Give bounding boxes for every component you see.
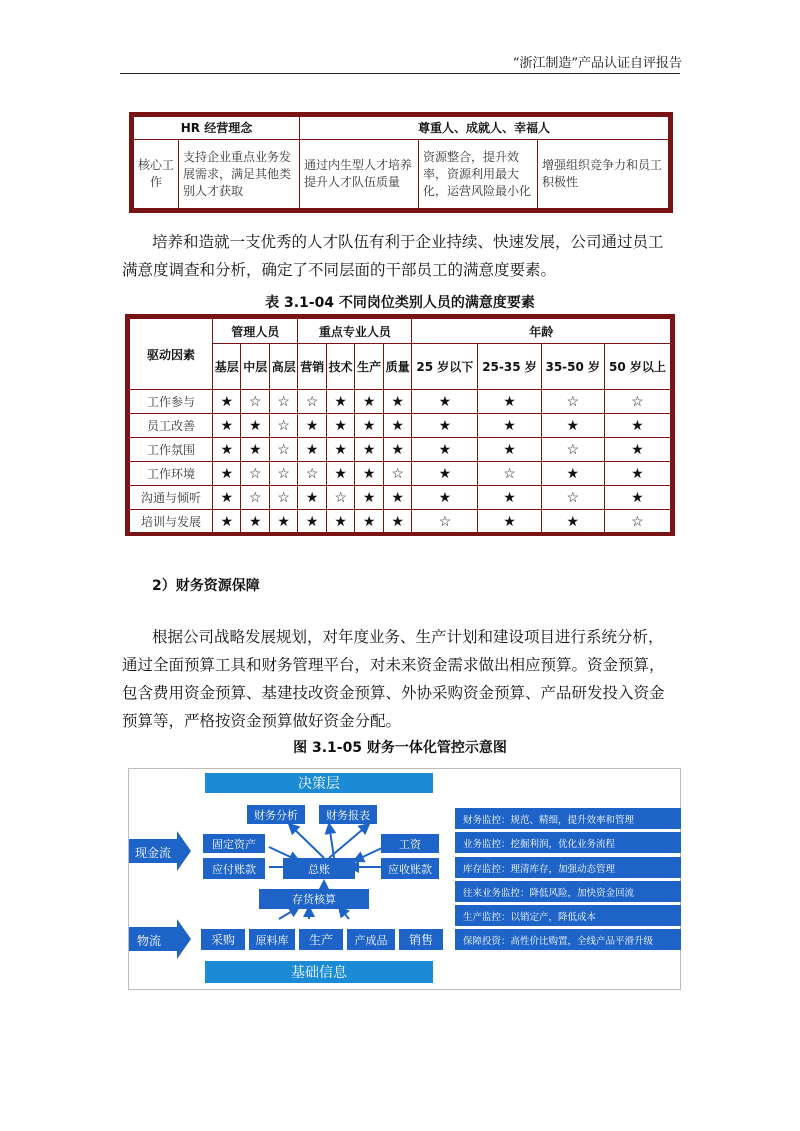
table1-cell: 增强组织竞争力和员工积极性 (538, 140, 669, 209)
column-header: 生产 (355, 344, 383, 390)
filled-star-icon: ★ (604, 414, 670, 438)
flow-item-finished-goods: 产成品 (347, 929, 395, 950)
filled-star-icon: ★ (213, 486, 241, 510)
filled-star-icon: ★ (541, 462, 604, 486)
running-header: “浙江制造”产品认证自评报告 (512, 56, 682, 71)
empty-star-icon: ☆ (478, 462, 541, 486)
row-label: 员工改善 (130, 414, 213, 438)
receivable-box: 应收账款 (381, 858, 439, 879)
empty-star-icon: ☆ (241, 462, 269, 486)
row-label: 培训与发展 (130, 510, 213, 534)
filled-star-icon: ★ (604, 438, 670, 462)
filled-star-icon: ★ (213, 414, 241, 438)
filled-star-icon: ★ (412, 438, 478, 462)
filled-star-icon: ★ (213, 462, 241, 486)
filled-star-icon: ★ (326, 390, 354, 414)
filled-star-icon: ★ (412, 486, 478, 510)
empty-star-icon: ☆ (541, 438, 604, 462)
finance-control-diagram (128, 768, 681, 990)
section-heading: 2）财务资源保障 (152, 578, 260, 594)
monitor-item: 财务监控：规范、精细，提升效率和管理 (455, 808, 681, 829)
filled-star-icon: ★ (355, 390, 383, 414)
foundation-info-bar: 基础信息 (205, 961, 433, 983)
filled-star-icon: ★ (355, 438, 383, 462)
financial-analysis-box: 财务分析 (247, 805, 305, 824)
table-row (130, 438, 671, 462)
filled-star-icon: ★ (541, 510, 604, 534)
table-row (130, 462, 671, 486)
filled-star-icon: ★ (412, 390, 478, 414)
empty-star-icon: ☆ (604, 390, 670, 414)
filled-star-icon: ★ (298, 438, 326, 462)
filled-star-icon: ★ (269, 510, 297, 534)
table-row (130, 390, 671, 414)
column-header: 高层 (269, 344, 297, 390)
financial-report-box: 财务报表 (319, 805, 377, 824)
filled-star-icon: ★ (383, 510, 411, 534)
paragraph2-line4: 预算等，严格按资金预算做好资金分配。 (122, 712, 402, 730)
filled-star-icon: ★ (541, 414, 604, 438)
filled-star-icon: ★ (355, 486, 383, 510)
column-header: 25 岁以下 (412, 344, 478, 390)
table2-corner: 驱动因素 (130, 319, 213, 390)
cash-flow-label: 现金流 (135, 846, 172, 860)
paragraph1-line1: 培养和造就一支优秀的人才队伍有利于企业持续、快速发展，公司通过员工 (152, 233, 664, 251)
column-header: 35-50 岁 (541, 344, 604, 390)
table-row (130, 486, 671, 510)
table2-caption: 表 3.1-04 不同岗位类别人员的满意度要素 (265, 295, 535, 311)
empty-star-icon: ☆ (326, 486, 354, 510)
empty-star-icon: ☆ (269, 390, 297, 414)
filled-star-icon: ★ (241, 414, 269, 438)
filled-star-icon: ★ (213, 438, 241, 462)
fixed-assets-box: 固定资产 (203, 834, 265, 853)
filled-star-icon: ★ (326, 462, 354, 486)
monitor-item: 生产监控：以销定产，降低成本 (455, 905, 681, 926)
column-header: 营销 (298, 344, 326, 390)
empty-star-icon: ☆ (298, 390, 326, 414)
group-header: 管理人员 (213, 319, 298, 344)
row-label: 工作参与 (130, 390, 213, 414)
filled-star-icon: ★ (213, 510, 241, 534)
group-header: 重点专业人员 (298, 319, 412, 344)
empty-star-icon: ☆ (383, 462, 411, 486)
empty-star-icon: ☆ (241, 390, 269, 414)
hr-philosophy-table (129, 112, 673, 213)
empty-star-icon: ☆ (541, 390, 604, 414)
flow-item-raw-warehouse: 原料库 (249, 929, 295, 950)
filled-star-icon: ★ (213, 390, 241, 414)
filled-star-icon: ★ (412, 462, 478, 486)
empty-star-icon: ☆ (269, 414, 297, 438)
filled-star-icon: ★ (478, 486, 541, 510)
inventory-accounting-box: 存货核算 (259, 889, 369, 909)
paragraph2-line1: 根据公司战略发展规划，对年度业务、生产计划和建设项目进行系统分析， (152, 628, 664, 646)
table1-header-right: 尊重人、成就人、幸福人 (300, 117, 669, 140)
filled-star-icon: ★ (478, 390, 541, 414)
column-header: 50 岁以上 (604, 344, 670, 390)
column-header: 基层 (213, 344, 241, 390)
row-label: 工作氛围 (130, 438, 213, 462)
filled-star-icon: ★ (478, 414, 541, 438)
general-ledger-box: 总账 (283, 858, 355, 879)
empty-star-icon: ☆ (298, 462, 326, 486)
figure-caption: 图 3.1-05 财务一体化管控示意图 (293, 740, 507, 756)
paragraph1-line2: 满意度调查和分析，确定了不同层面的干部员工的满意度要素。 (122, 261, 557, 279)
empty-star-icon: ☆ (541, 486, 604, 510)
flow-item-sales: 销售 (399, 929, 443, 950)
paragraph2-line3: 包含费用资金预算、基建技改资金预算、外协采购资金预算、产品研发投入资金 (122, 684, 665, 702)
empty-star-icon: ☆ (604, 510, 670, 534)
column-header: 中层 (241, 344, 269, 390)
filled-star-icon: ★ (241, 510, 269, 534)
filled-star-icon: ★ (478, 438, 541, 462)
column-header: 25-35 岁 (478, 344, 541, 390)
empty-star-icon: ☆ (269, 462, 297, 486)
flow-item-purchase: 采购 (201, 929, 245, 950)
paragraph2-line2: 通过全面预算工具和财务管理平台，对未来资金需求做出相应预算。资金预算， (122, 656, 665, 674)
column-header: 质量 (383, 344, 411, 390)
table1-cell: 资源整合，提升效率，资源利用最大化，运营风险最小化 (419, 140, 538, 209)
table1-header-left: HR 经营理念 (134, 117, 300, 140)
filled-star-icon: ★ (478, 510, 541, 534)
empty-star-icon: ☆ (269, 438, 297, 462)
logistics-label: 物流 (137, 934, 162, 948)
row-label: 工作环境 (130, 462, 213, 486)
table-row (130, 414, 671, 438)
filled-star-icon: ★ (326, 414, 354, 438)
filled-star-icon: ★ (383, 390, 411, 414)
flow-item-production: 生产 (299, 929, 343, 950)
monitor-item: 库存监控：理清库存，加强动态管理 (455, 857, 681, 878)
row-label: 沟通与倾听 (130, 486, 213, 510)
filled-star-icon: ★ (383, 414, 411, 438)
filled-star-icon: ★ (412, 414, 478, 438)
monitor-item: 业务监控：挖掘利润，优化业务流程 (455, 832, 681, 853)
empty-star-icon: ☆ (412, 510, 478, 534)
table1-cell: 支持企业重点业务发展需求，满足其他类别人才获取 (179, 140, 300, 209)
filled-star-icon: ★ (383, 486, 411, 510)
empty-star-icon: ☆ (241, 486, 269, 510)
empty-star-icon: ☆ (269, 486, 297, 510)
header-rule (120, 73, 680, 74)
table1-row-label: 核心工作 (134, 140, 179, 209)
filled-star-icon: ★ (604, 462, 670, 486)
filled-star-icon: ★ (604, 486, 670, 510)
filled-star-icon: ★ (355, 510, 383, 534)
payable-box: 应付账款 (203, 858, 265, 879)
filled-star-icon: ★ (326, 510, 354, 534)
monitor-item: 保障投资：高性价比购置，全线产品平滑升级 (455, 929, 681, 950)
filled-star-icon: ★ (326, 438, 354, 462)
wages-box: 工资 (381, 834, 439, 853)
monitor-item: 往来业务监控：降低风险，加快资金回流 (455, 881, 681, 902)
filled-star-icon: ★ (298, 486, 326, 510)
decision-layer-bar: 决策层 (205, 773, 433, 793)
filled-star-icon: ★ (298, 414, 326, 438)
filled-star-icon: ★ (383, 438, 411, 462)
satisfaction-table (125, 314, 675, 536)
filled-star-icon: ★ (355, 414, 383, 438)
table-row (130, 510, 671, 534)
column-header: 技术 (326, 344, 354, 390)
diagram-arrows (129, 769, 682, 991)
filled-star-icon: ★ (241, 438, 269, 462)
group-header: 年龄 (412, 319, 671, 344)
table1-cell: 通过内生型人才培养提升人才队伍质量 (300, 140, 419, 209)
filled-star-icon: ★ (355, 462, 383, 486)
filled-star-icon: ★ (298, 510, 326, 534)
